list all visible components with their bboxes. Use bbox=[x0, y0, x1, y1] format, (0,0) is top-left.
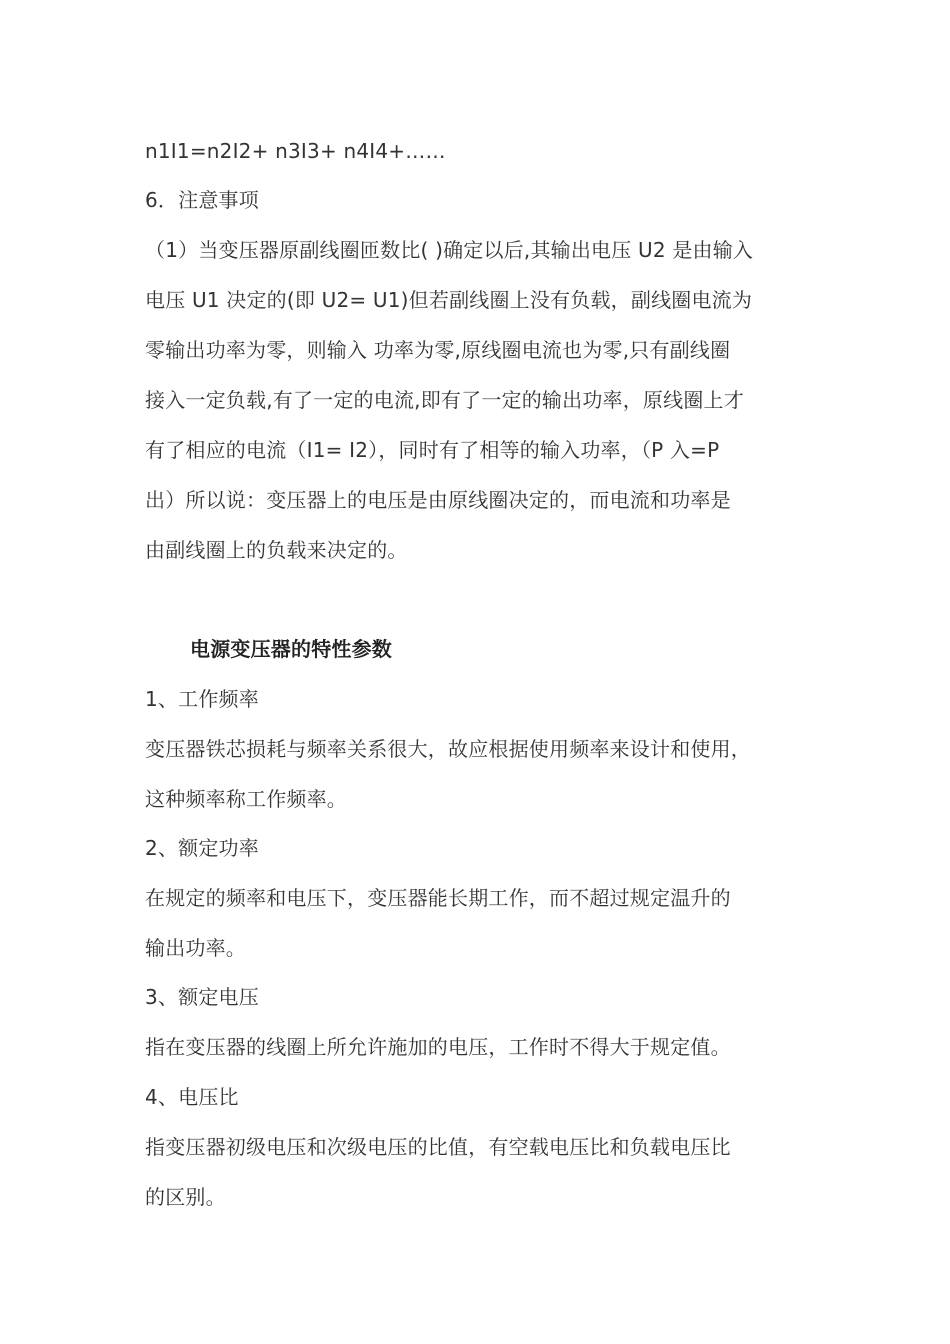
item-title-3: 3、额定电压 bbox=[145, 985, 259, 1009]
note-1-line: 接入一定负载,有了一定的电流,即有了一定的输出功率，原线圈上才 bbox=[145, 388, 744, 412]
note-1-line: 电压 U1 决定的(即 U2= U1)但若副线圈上没有负载，副线圈电流为 bbox=[145, 288, 753, 312]
item-text: 指变压器初级电压和次级电压的比值，有空载电压比和负载电压比 bbox=[145, 1135, 731, 1159]
item-text: 的区别。 bbox=[145, 1185, 226, 1209]
item-title-4: 4、电压比 bbox=[145, 1085, 239, 1109]
item-text: 这种频率称工作频率。 bbox=[145, 787, 347, 811]
item-text: 在规定的频率和电压下，变压器能长期工作，而不超过规定温升的 bbox=[145, 886, 731, 910]
item-text: 指在变压器的线圈上所允许施加的电压，工作时不得大于规定值。 bbox=[145, 1035, 731, 1059]
item-text: 输出功率。 bbox=[145, 936, 246, 960]
note-1-line: 有了相应的电流（I1= I2），同时有了相等的输入功率，（P 入=P bbox=[145, 438, 720, 462]
formula-line: n1I1=n2I2+ n3I3+ n4I4+…… bbox=[145, 139, 446, 163]
note-1-line: 零输出功率为零，则输入 功率为零,原线圈电流也为零,只有副线圈 bbox=[145, 338, 731, 362]
section-6-title: 6．注意事项 bbox=[145, 188, 259, 212]
note-1-line: （1）当变压器原副线圈匝数比( )确定以后,其输出电压 U2 是由输入 bbox=[145, 238, 754, 262]
item-title-1: 1、工作频率 bbox=[145, 687, 259, 711]
item-text: 变压器铁芯损耗与频率关系很大，故应根据使用频率来设计和使用， bbox=[145, 737, 751, 761]
note-1-line: 出）所以说：变压器上的电压是由原线圈决定的，而电流和功率是 bbox=[145, 488, 731, 512]
note-1-line: 由副线圈上的负载来决定的。 bbox=[145, 538, 408, 562]
item-title-2: 2、额定功率 bbox=[145, 836, 259, 860]
section-heading: 电源变压器的特性参数 bbox=[190, 637, 392, 661]
